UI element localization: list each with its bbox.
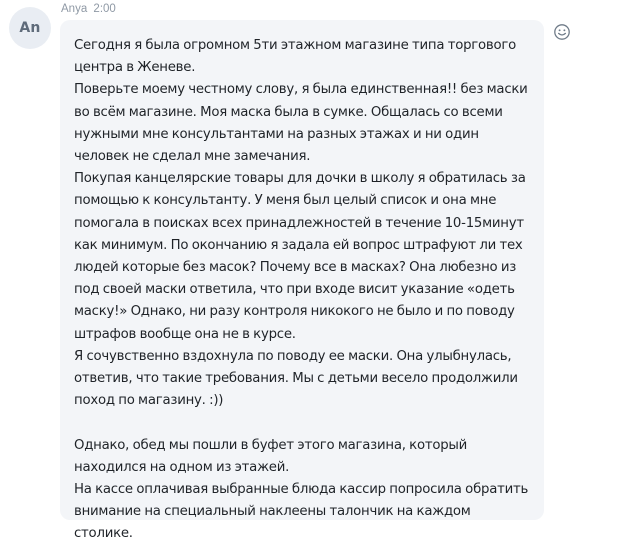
avatar-initials: An [19,20,41,36]
message-meta [61,3,116,15]
message-text: Сегодня я была огромном 5ти этажном магазине типа торгового центра в Женеве. Поверьте моему честному слову, я была единственная!! без маски во всём магазине. Моя маска была в сумке. Общалась со всеми нужными мне консультантами на разных этажах и ни один человек не сделал мне замечания. Покупая канцелярские товары для дочки в школу я обратилась за помощью к консультанту. У меня был целый список и она мне помогала в поисках всех принадлежностей в течение 10-15минут как минимум. По окончанию я задала ей вопрос штрафуют ли тех людей которые без масок? Почему все в масках? Она любезно из под своей маски ответила, что при входе висит указание «одеть маску!» Однако, ни разу контроля никокого не было и по поводу штрафов вообще она не в курсе. Я сочувственно вздохнула по поводу ее маски. Она улыбнулась, ответив, что такие требования. Мы с детьми весело продолжили поход по магазину. :)) Однако, обед мы пошли в буфет этого магазина, который находился на одном из этажей. На кассе оплачивая выбранные блюда кассир попросила обратить внимание на специальный наклеены талончик на каждом столике. [74,38,529,542]
message-timestamp[interactable]: 2:00 [93,3,116,15]
author-name[interactable]: Anya [61,3,88,15]
avatar[interactable] [9,7,51,49]
smiley-icon[interactable] [553,23,571,41]
message-bubble [60,20,544,542]
